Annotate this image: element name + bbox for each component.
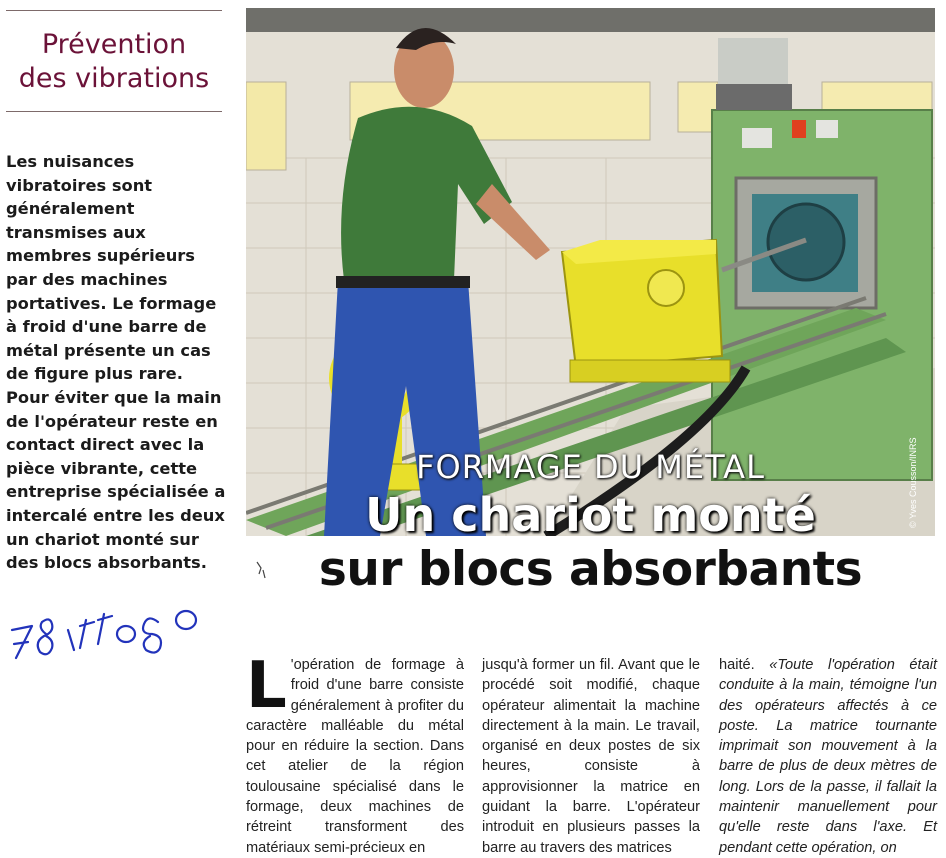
- drop-cap: L: [246, 649, 287, 723]
- sidebar-intro: Les nuisances vibratoires sont généralement transmises aux membres supérieurs par des machines portatives. Le formage à froid d'une barre de métal présente un cas de figure plus rare. Pour éviter que la main de l'opérateur reste en contact direct avec la pièce vibrante, cette entreprise spécialisée a intercalé entre les deux un chariot monté sur des blocs absorbants.: [6, 152, 226, 573]
- headline-line2: sur blocs absorbants: [318, 542, 863, 597]
- article-kicker: FORMAGE DU MÉTAL: [416, 448, 765, 486]
- article-column-1: [246, 649, 464, 858]
- scan-speck: [255, 560, 267, 580]
- sidebar-top-rule: [6, 10, 222, 11]
- article-column-3-text: «Toute l'opération était conduite à la main, témoigne l'un des opérateurs affectés à ce poste. La matrice tournante imprimait son mouvement à la barre de plus de deux mètres de long. Lors de la passe, il fallait la maintenir manuellement pour qu'elle reste dans l'axe. Et pendant cette opération, on: [719, 657, 937, 856]
- article-column-2: jusqu'à former un fil. Avant que le procédé soit modifié, chaque opérateur alimentait la machine directement à la main. Le travail, organisé en deux postes de six heures, consiste à approvisionner la matrice en guidant la barre. L'opérateur introduit en plusieurs passes la barre au travers des matrices: [482, 657, 700, 856]
- sidebar-title-line2: des vibrations: [18, 63, 210, 94]
- article-column-3: [719, 655, 937, 858]
- sidebar-title: [6, 28, 222, 96]
- svg-text:© Yves Cousson/INRS: © Yves Cousson/INRS: [908, 437, 918, 528]
- sidebar-title-line1: Prévention: [41, 29, 187, 60]
- headline-line1: Un chariot monté: [365, 488, 816, 542]
- sidebar-bottom-rule: [6, 111, 222, 112]
- article-column-1-text: 'opération de formage à froid d'une barre consiste généralement à profiter du caractère malléable du métal pour en réduire la section. Dans cet atelier de la région toulousaine spécialisé dans le formage, deux machines de rétreint transforment des matériaux semi-précieux en: [246, 657, 464, 856]
- handwritten-reference: [8, 600, 238, 670]
- article-column-3-lead: haité.: [719, 657, 770, 673]
